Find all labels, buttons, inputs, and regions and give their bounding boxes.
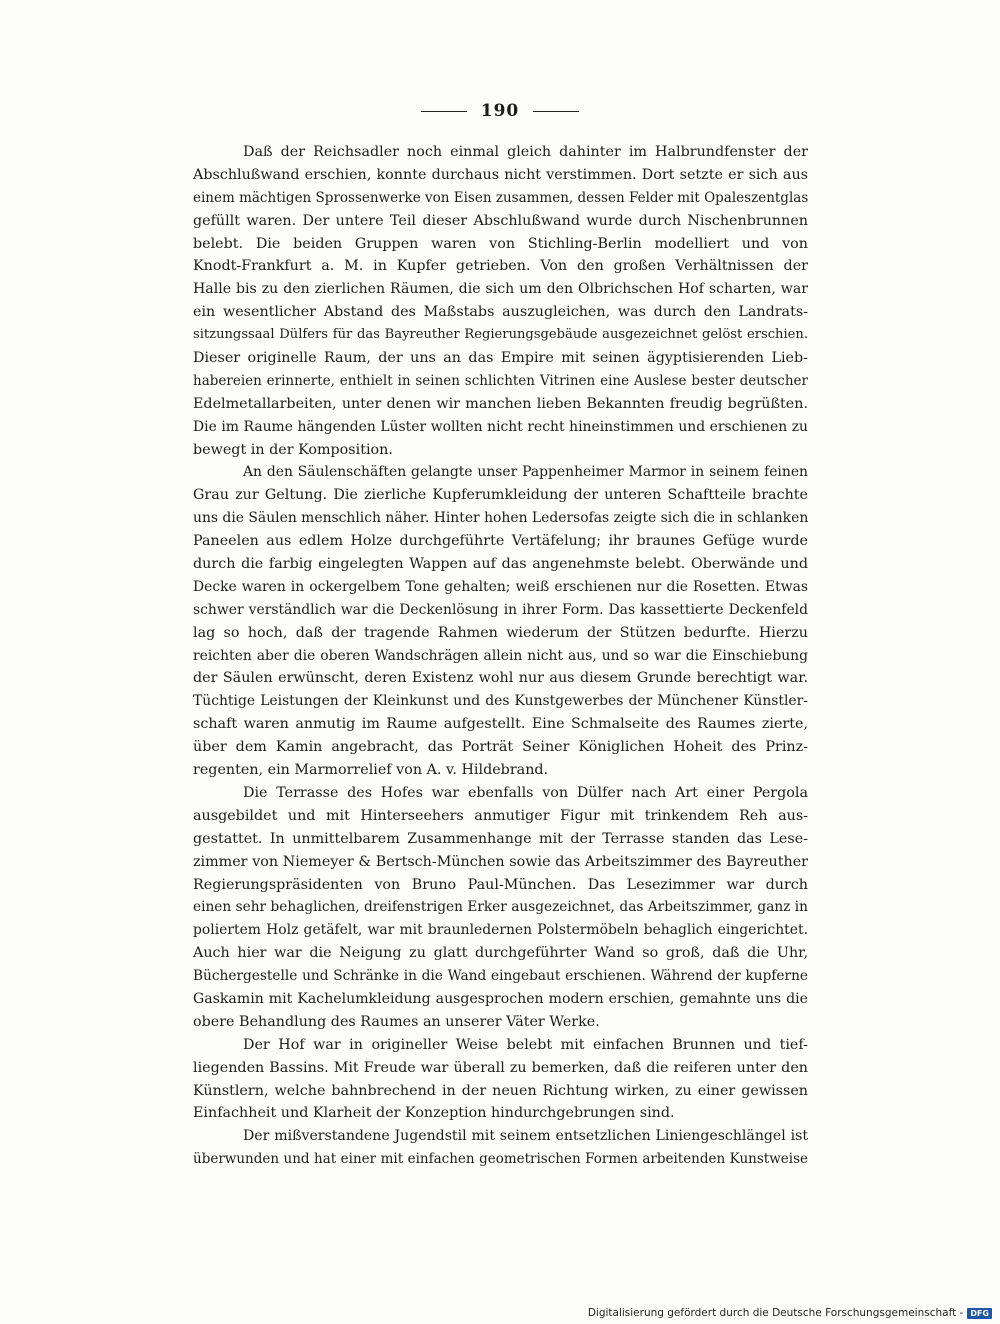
text-line: zimmer von Niemeyer & Bertsch-München sowie das Arbeitszimmer des Bayreuther [193,853,808,870]
text-line: Büchergestelle und Schränke in die Wand eingebaut erschienen. Während der kupferne [193,968,808,985]
text-line: einen sehr behaglichen, dreifenstrigen Erker ausgezeichnet, das Arbeitszimmer, ganz in [193,899,808,916]
text-line: poliertem Holz getäfelt, war mit braunledernen Polstermöbeln behaglich eingerichtet. [193,922,808,939]
text-line: bewegt in der Komposition. [193,441,393,458]
text-line: An den Säulenschäften gelangte unser Pappenheimer Marmor in seinem feinen [243,464,808,481]
text-line: Dieser originelle Raum, der uns an das Empire mit seinen ägyptisierenden Lieb- [193,350,808,367]
text-line: Gaskamin mit Kachelumkleidung ausgesprochen modern erschien, gemahnte uns die [193,990,808,1007]
text-line: Künstlern, welche bahnbrechend in der neuen Richtung wirken, zu einer gewissen [193,1082,808,1099]
text-line: einem mächtigen Sprossenwerke von Eisen zusammen, dessen Felder mit Opaleszentglas [193,189,809,206]
footer [588,1307,992,1319]
text-line: belebt. Die beiden Gruppen waren von Stichling-Berlin modelliert und von [193,235,808,252]
text-line: Der Hof war in origineller Weise belebt mit einfachen Brunnen und tief- [243,1036,808,1053]
text-line: reichten aber die oberen Wandschrägen allein nicht aus, und so war die Einschiebung [193,647,808,664]
text-line: Regierungspräsidenten von Bruno Paul-München. Das Lesezimmer war durch [193,876,808,893]
text-line: Daß der Reichsadler noch einmal gleich dahinter im Halbrundfenster der [243,144,808,160]
text-line: Tüchtige Leistungen der Kleinkunst und des Kunstgewerbes der Münchener Künstler- [193,693,808,710]
text-line: Der mißverstandene Jugendstil mit seinem entsetzlichen Liniengeschlängel ist [243,1128,808,1145]
text-line: habereien erinnerte, enthielt in seinen schlichten Vitrinen eine Auslese bester deutscher [193,372,808,389]
text-line: schwer verständlich war die Deckenlösung in ihrer Form. Das kassettierte Deckenfeld [193,601,808,618]
text-line: überwunden und hat einer mit einfachen geometrischen Formen arbeitenden Kunstweise [193,1151,808,1168]
text-line: gefüllt waren. Der untere Teil dieser Abschlußwand wurde durch Nischenbrunnen [193,212,808,229]
text-line: ein wesentlicher Abstand des Maßstabs auszugleichen, was durch den Landrats- [193,304,808,321]
text-line: gestattet. In unmittelbarem Zusammenhange mit der Terrasse standen das Lese- [193,830,808,847]
text-line: regenten, ein Marmorrelief von A. v. Hildebrand. [193,762,549,779]
text-line: obere Behandlung des Raumes an unserer Väter Werke. [193,1013,600,1030]
text-line: über dem Kamin angebracht, das Porträt Seiner Königlichen Hoheit des Prinz- [193,739,808,756]
digitization-credit: Digitalisierung gefördert durch die Deutsche Forschungsgemeinschaft - [587,1307,964,1319]
text-line: durch die farbig eingelegten Wappen auf das angenehmste belebt. Oberwände und [193,556,808,573]
text-line: Edelmetallarbeiten, unter denen wir manchen lieben Bekannten freudig begrüßten. [193,395,808,412]
page-number: 190 [480,101,520,121]
header-rule-right [533,111,579,112]
text-line: Knodt-Frankfurt a. M. in Kupfer getrieben. Von den großen Verhältnissen der [193,258,808,275]
text-line: Abschlußwand erschien, konnte durchaus nicht verstimmen. Dort setzte er sich aus [193,166,808,183]
text-line: Auch hier war die Neigung zu glatt durchgeführter Wand so groß, daß die Uhr, [193,945,808,962]
text-line: Paneelen aus edlem Holze durchgeführte Vertäfelung; ihr braunes Gefüge wurde [193,533,808,550]
text-line: sitzungssaal Dülfers für das Bayreuther Regierungsgebäude ausgezeichnet gelöst erschien. [193,327,808,343]
text-line: uns die Säulen menschlich näher. Hinter hohen Ledersofas zeigte sich die in schlanken [193,510,809,527]
header-rule-left [421,111,467,112]
text-line: Einfachheit und Klarheit der Konzeption hindurchgebrungen sind. [193,1105,675,1122]
text-line: liegenden Bassins. Mit Freude war überall zu bemerken, daß die reiferen unter den [193,1059,808,1076]
text-line: Die im Raume hängenden Lüster wollten nicht recht hineinstimmen und erschienen zu [193,418,808,435]
body-text [193,141,808,1171]
text-line: lag so hoch, daß der tragende Rahmen wiederum der Stützen bedurfte. Hierzu [193,624,808,641]
text-line: der Säulen erwünscht, deren Existenz wohl nur aus diesem Grunde berechtigt war. [193,670,808,687]
page-header [0,101,1000,121]
dfg-logo: DFG [967,1308,992,1319]
text-line: Grau zur Geltung. Die zierliche Kupferumkleidung der unteren Schaftteile brachte [193,487,808,504]
text-line: ausgebildet und mit Hinterseehers anmutiger Figur mit trinkendem Reh aus- [193,807,808,824]
text-line: Decke waren in ockergelbem Tone gehalten; weiß erschienen nur die Rosetten. Etwas [193,578,808,595]
text-line: Die Terrasse des Hofes war ebenfalls von Dülfer nach Art einer Pergola [243,784,808,801]
text-line: Halle bis zu den zierlichen Räumen, die sich um den Olbrichschen Hof scharten, war [193,281,808,298]
text-line: schaft waren anmutig im Raume aufgestellt. Eine Schmalseite des Raumes zierte, [193,716,808,733]
